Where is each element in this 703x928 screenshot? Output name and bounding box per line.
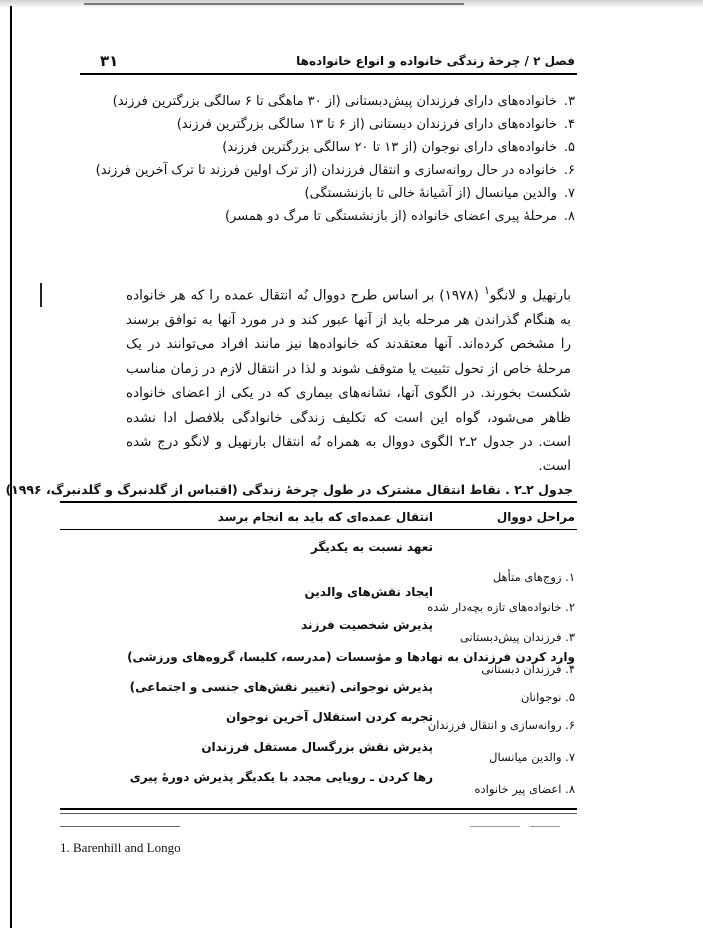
footnote-dash bbox=[470, 826, 520, 827]
paragraph-lead: بارنهیل و لانگو bbox=[489, 287, 572, 304]
footnote-dash bbox=[530, 826, 560, 827]
running-head: فصل ۲ / چرخهٔ زندگی خانواده و انواع خانواده‌ها bbox=[296, 54, 575, 68]
footnote-separator bbox=[60, 826, 180, 827]
table-cell-transition: پذیرش نقش بزرگسال مستقل فرزندان bbox=[201, 740, 433, 754]
table-cell-stage: ۲. خانواده‌های تازه بچه‌دار شده bbox=[427, 600, 575, 614]
list-item-number: ۳. bbox=[563, 94, 575, 109]
table-bottom-rule bbox=[60, 808, 577, 810]
footnote: 1. Barenhill and Longo bbox=[60, 840, 181, 855]
table-cell-transition: پذیرش شخصیت فرزند bbox=[301, 618, 433, 632]
table-cell-transition: رها کردن ـ رویایی مجدد با یکدیگر پذیرش دورهٔ پیری bbox=[129, 770, 433, 784]
list-item-text: والدین میانسال (از آشیانهٔ خالی تا بازنشستگی) bbox=[304, 186, 557, 201]
table-cell-stage: ۷. والدین میانسال bbox=[489, 750, 575, 764]
list-item-number: ۷. bbox=[563, 186, 575, 201]
table-cell-transition: تعهد نسبت به یکدیگر bbox=[310, 540, 433, 554]
table-cell-stage: ۸. اعضای پیر خانواده bbox=[474, 782, 575, 796]
column-header-transitions: انتقال عمده‌ای که باید به انجام برسد bbox=[217, 510, 433, 524]
table-cell-transition: پذیرش نوجوانی (تغییر نقش‌های جنسی و اجتماعی) bbox=[129, 680, 433, 694]
column-header-stages: مراحل دووال bbox=[496, 510, 575, 524]
table-cell-stage: ۵. نوجوانان bbox=[520, 690, 575, 704]
table-cell-transition: تجربه کردن استقلال آخرین نوجوان bbox=[225, 710, 433, 724]
list-item-text: خانواده‌های دارای فرزندان دبستانی (از ۶ تا ۱۳ سالگی بزرگترین فرزند) bbox=[176, 117, 557, 132]
table-cell-transition: وارد کردن فرزندان به نهادها و مؤسسات (مدرسه، کلیسا، گروه‌های ورزشی) bbox=[127, 650, 575, 664]
list-item-number: ۸. bbox=[563, 209, 575, 224]
table-caption: جدول ۲ـ۲ . نقاط انتقال مشترک در طول چرخهٔ زندگی (اقتباس از گلدنبرگ و گلدنبرگ، ۱۹۹۶) bbox=[5, 482, 573, 497]
footnote-reference: ۱ bbox=[483, 284, 490, 297]
table-cell-stage: ۴. فرزندان دبستانی bbox=[481, 662, 575, 676]
paragraph-body: (۱۹۷۸) بر اساس طرح دووال نُه انتقال عمده را که هر خانواده به هنگام گذراندن هر مرحله باید از آنها عبور کند و در مورد آنها به توافق برسند را مشخص کرده‌اند. آنها معتقدند که خانواده‌ها نیز مانند افراد می‌توانند در یک مرحلهٔ خاص از تحول تثبیت یا متوقف شوند و لذا در انتقال لازم در زمان مناسب شکست بخورند. در الگوی آنها، نشانه‌های بیماری که در یکی از اعضای خانواده ظاهر می‌شود، گواه این است که تکلیف زندگی خانوادگی بلافصل ادا نشده است. در جدول ۲ـ۲ الگوی دووال به همراه نُه انتقال بارنهیل و لانگو درج شده است. bbox=[126, 287, 571, 475]
list-item-number: ۶. bbox=[563, 163, 575, 178]
list-item-text: خانواده‌های دارای نوجوان (از ۱۳ تا ۲۰ سالگی بزرگترین فرزند) bbox=[222, 140, 557, 155]
list-item-text: مرحلهٔ پیری اعضای خانواده (از بازنشستگی تا مرگ دو همسر) bbox=[224, 209, 557, 224]
list-item-text: خانواده در حال روانه‌سازی و انتقال فرزندان (از ترک اولین فرزند تا ترک آخرین فرزند) bbox=[95, 163, 557, 178]
page-number: ۳۱ bbox=[100, 52, 119, 70]
list-item-text: خانواده‌های دارای فرزندان پیش‌دبستانی (از ۳۰ ماهگی تا ۶ سالگی بزرگترین فرزند) bbox=[112, 94, 557, 109]
table-cell-stage: ۳. فرزندان پیش‌دبستانی bbox=[459, 630, 575, 644]
table-cell-stage: ۱. زوج‌های متأهل bbox=[492, 570, 575, 584]
table-cell-transition: ایجاد نقش‌های والدین bbox=[304, 585, 433, 599]
table-bottom-thin-rule bbox=[60, 813, 577, 814]
list-item-number: ۴. bbox=[563, 117, 575, 132]
list-item-number: ۵. bbox=[563, 140, 575, 155]
table-cell-stage: ۶. روانه‌سازی و انتقال فرزندان bbox=[427, 718, 575, 732]
